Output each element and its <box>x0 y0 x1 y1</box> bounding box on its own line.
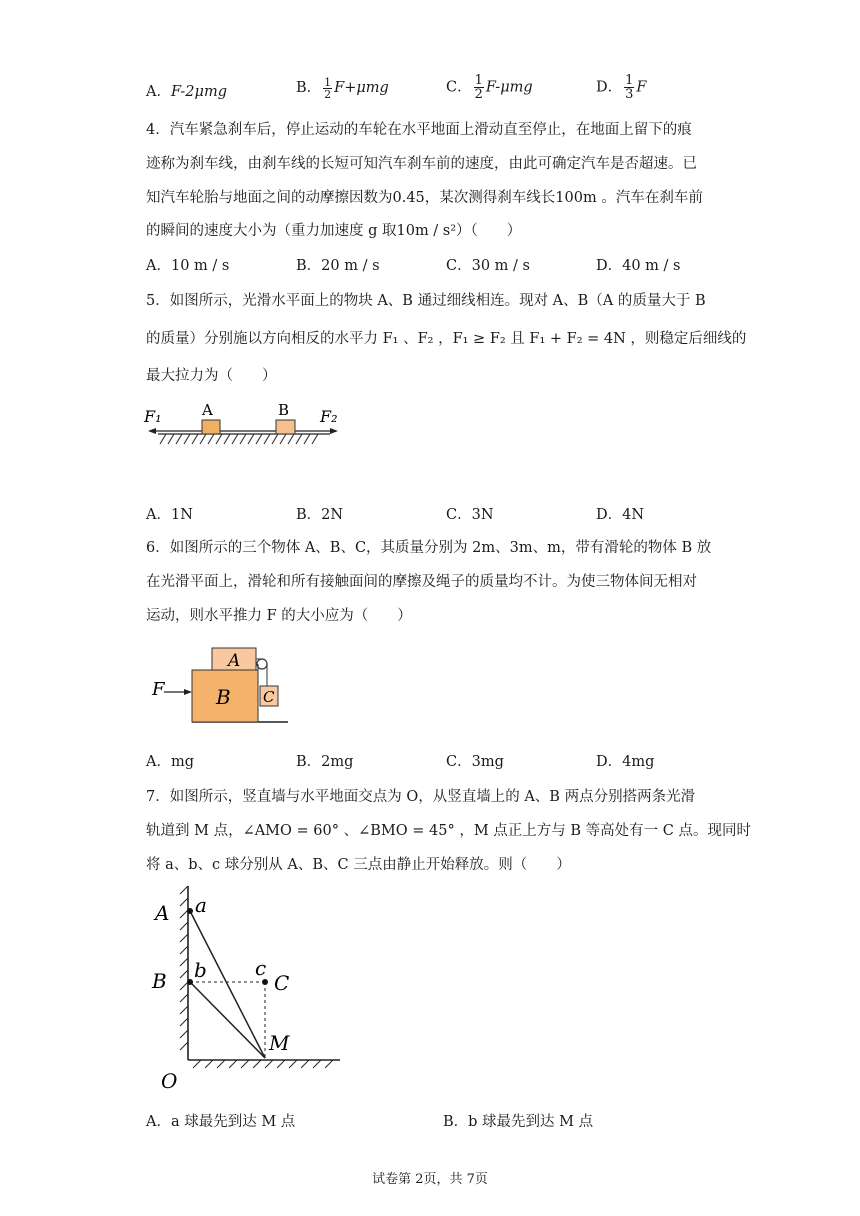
q4-stem-line-1: 4．汽车紧急刹车后，停止运动的车轮在水平地面上滑动直至停止，在地面上留下的痕 <box>146 122 692 138</box>
q4-option-c: C．30 m / s <box>446 258 530 274</box>
f-label: F <box>152 679 165 700</box>
track-am <box>190 911 265 1058</box>
point-o-label: O <box>161 1069 178 1093</box>
fraction-denominator: 3 <box>625 87 634 102</box>
q3-option-a <box>146 80 227 101</box>
q6-stem-line-3: 运动，则水平推力 F 的大小应为（ ） <box>146 608 412 624</box>
option-label: B． <box>296 80 322 96</box>
q5-figure <box>140 396 350 456</box>
q6-option-b: B．2mg <box>296 754 354 770</box>
block-a <box>202 420 220 434</box>
q5-option-a: A．1N <box>146 507 193 523</box>
f-arrowhead-icon <box>184 689 192 695</box>
q4-option-d: D．40 m / s <box>596 258 681 274</box>
q6-option-a: A．mg <box>146 754 195 770</box>
option-text: F+μmg <box>334 80 389 96</box>
option-label: C． <box>446 79 472 96</box>
q3-option-b <box>296 76 389 100</box>
q4-stem-line-2: 迹称为刹车线，由刹车线的长短可知汽车刹车前的速度，由此可确定汽车是否超速。已 <box>146 156 697 172</box>
q4-stem-line-3: 知汽车轮胎与地面之间的动摩擦因数为0.45，某次测得刹车线长100m 。汽车在刹车前 <box>146 190 703 206</box>
ball-a-label: a <box>195 893 207 917</box>
fraction-denominator: 2 <box>324 87 332 101</box>
fraction-denominator: 2 <box>474 87 483 102</box>
q5-option-d: D．4N <box>596 507 645 523</box>
q6-figure <box>150 642 300 732</box>
q6-stem-line-2: 在光滑平面上，滑轮和所有接触面间的摩擦及绳子的质量均不计。为使三物体间无相对 <box>146 574 697 590</box>
q7-option-b: B．b 球最先到达 M 点 <box>443 1114 594 1130</box>
fraction <box>323 77 332 100</box>
f1-arrowhead-icon <box>148 428 156 434</box>
q5-stem-line-2: 的质量）分别施以方向相反的水平力 F₁ 、F₂ ，F₁ ≥ F₂ 且 F₁ + F₂ = 4N ，则稳定后细线的 <box>146 331 747 347</box>
fraction-numerator: 1 <box>324 75 332 89</box>
block-b <box>276 420 295 434</box>
option-label: D． <box>596 79 623 96</box>
q7-stem-line-1: 7．如图所示，竖直墙与水平地面交点为 O，从竖直墙上的 A、B 两点分别搭两条光滑 <box>146 789 696 805</box>
q3-option-c <box>446 74 533 101</box>
q3-option-d <box>596 74 646 101</box>
q5-option-b: B．2N <box>296 507 344 523</box>
point-m-label: M <box>269 1031 290 1055</box>
q4-stem-line-4: 的瞬间的速度大小为（重力加速度 g 取10m / s²）（ ） <box>146 223 522 239</box>
option-label: A． <box>146 84 171 100</box>
block-b-label: B <box>278 401 290 419</box>
block-c-label: C <box>263 688 275 706</box>
q4-option-a: A．10 m / s <box>146 258 230 274</box>
fraction <box>474 74 484 101</box>
floor-hatch <box>193 1060 333 1068</box>
f1-label: F₁ <box>144 407 162 426</box>
track-bm <box>190 982 265 1058</box>
q4-option-b: B．20 m / s <box>296 258 380 274</box>
q5-option-c: C．3N <box>446 507 494 523</box>
ball-b-dot <box>187 979 193 985</box>
point-c-label: C <box>274 971 290 995</box>
block-b-label: B <box>216 685 231 709</box>
page-footer: 试卷第 2页，共 7页 <box>372 1172 488 1187</box>
q6-stem-line-1: 6．如图所示的三个物体 A、B、C，其质量分别为 2m、3m、m，带有滑轮的物体 B 放 <box>146 540 712 556</box>
q7-stem-line-3: 将 a、b、c 球分别从 A、B、C 三点由静止开始释放。则（ ） <box>146 857 571 873</box>
point-a-label: A <box>155 901 170 925</box>
ball-a-dot <box>187 908 193 914</box>
wall-hatch <box>180 886 188 1050</box>
block-a-label: A <box>202 401 213 419</box>
ground-hatch <box>160 434 318 444</box>
fraction-numerator: 1 <box>474 73 483 88</box>
q7-option-a: A．a 球最先到达 M 点 <box>146 1114 296 1130</box>
f2-label: F₂ <box>320 407 338 426</box>
q7-figure <box>145 882 355 1097</box>
option-text: F <box>636 79 647 96</box>
option-text: F-2μmg <box>170 84 227 100</box>
q5-stem-line-3: 最大拉力为（ ） <box>146 368 277 384</box>
q6-option-d: D．4mg <box>596 754 655 770</box>
fraction-numerator: 1 <box>625 73 634 88</box>
block-a-label: A <box>228 651 241 671</box>
point-b-label: B <box>152 969 167 993</box>
q7-stem-line-2: 轨道到 M 点，∠AMO = 60° 、∠BMO = 45° ，M 点正上方与 B 等高处有一 C 点。现同时 <box>146 823 751 839</box>
q6-option-c: C．3mg <box>446 754 504 770</box>
q5-stem-line-1: 5．如图所示，光滑水平面上的物块 A、B 通过细线相连。现对 A、B（A 的质量大于 B <box>146 293 706 309</box>
f2-arrowhead-icon <box>330 428 338 434</box>
fraction <box>624 74 634 101</box>
ball-c-label: c <box>255 956 267 980</box>
ball-b-label: b <box>194 958 207 982</box>
option-text: F-μmg <box>485 79 533 96</box>
